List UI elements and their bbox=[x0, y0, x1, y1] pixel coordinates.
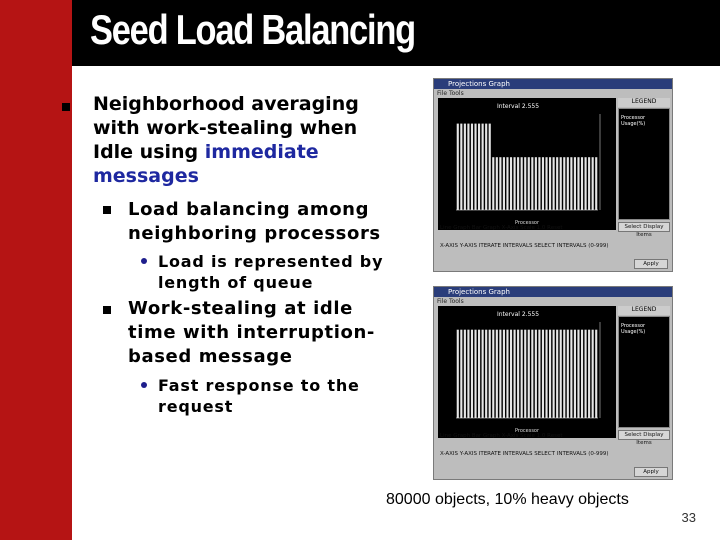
bullet-5-line-2: request bbox=[158, 397, 234, 416]
bullet-1-line-3 bbox=[93, 140, 423, 164]
usage-bar bbox=[592, 157, 594, 210]
usage-bar bbox=[588, 330, 590, 418]
usage-bars bbox=[438, 98, 616, 230]
bullet-1-accent: immediate bbox=[204, 141, 319, 163]
bullet-5 bbox=[158, 375, 438, 417]
usage-bar bbox=[570, 157, 572, 210]
title-accent-block bbox=[0, 0, 72, 66]
usage-bar bbox=[457, 124, 459, 210]
usage-bar bbox=[506, 157, 508, 210]
window-title: Projections Graph bbox=[448, 288, 510, 296]
usage-bar bbox=[464, 124, 466, 210]
usage-bar bbox=[492, 157, 494, 210]
usage-bar bbox=[489, 124, 491, 210]
usage-bar bbox=[460, 330, 462, 418]
legend-item: Processor Usage(%) bbox=[621, 323, 646, 335]
usage-bar bbox=[506, 330, 508, 418]
graph-label: Interval 2.555 bbox=[496, 311, 540, 318]
usage-bar bbox=[485, 124, 487, 210]
usage-bar bbox=[556, 330, 558, 418]
usage-bar bbox=[503, 330, 505, 418]
usage-bar bbox=[496, 157, 498, 210]
bullet-1-accent-tail: messages bbox=[93, 165, 199, 187]
bullet-dot-icon bbox=[141, 382, 147, 388]
usage-bar bbox=[457, 330, 459, 418]
usage-bar bbox=[588, 157, 590, 210]
bullet-4-line-1: Work-stealing at idle bbox=[128, 298, 353, 319]
bullet-2 bbox=[128, 198, 428, 246]
usage-bar bbox=[549, 330, 551, 418]
window-titlebar bbox=[434, 287, 672, 297]
bullet-square-icon bbox=[103, 306, 111, 314]
usage-bar bbox=[521, 157, 523, 210]
apply-button[interactable]: Apply bbox=[634, 259, 668, 269]
usage-bar bbox=[514, 157, 516, 210]
usage-bar bbox=[574, 157, 576, 210]
usage-bar bbox=[521, 330, 523, 418]
usage-bar bbox=[570, 330, 572, 418]
usage-bar bbox=[545, 157, 547, 210]
usage-graph bbox=[438, 306, 616, 438]
usage-bar bbox=[485, 330, 487, 418]
usage-bar bbox=[531, 157, 533, 210]
bullet-1-line-2: with work-stealing when bbox=[93, 117, 358, 139]
caption: 80000 objects, 10% heavy objects bbox=[386, 491, 629, 508]
bullet-1 bbox=[93, 92, 423, 188]
usage-bar bbox=[538, 157, 540, 210]
window-titlebar bbox=[434, 79, 672, 89]
window-title: Projections Graph bbox=[448, 80, 510, 88]
usage-bar bbox=[581, 330, 583, 418]
usage-bar bbox=[592, 330, 594, 418]
bullet-2-line-2: neighboring processors bbox=[128, 223, 381, 244]
bullet-3 bbox=[158, 251, 438, 293]
usage-bar bbox=[524, 157, 526, 210]
legend-header: LEGEND bbox=[618, 306, 670, 315]
usage-bar bbox=[474, 124, 476, 210]
usage-bar bbox=[503, 157, 505, 210]
usage-bar bbox=[464, 330, 466, 418]
usage-bar bbox=[549, 157, 551, 210]
usage-bar bbox=[492, 330, 494, 418]
usage-bar bbox=[524, 330, 526, 418]
bullet-square-icon bbox=[62, 103, 70, 111]
x-axis-label: Processor bbox=[514, 220, 540, 226]
graph-label: Interval 2.555 bbox=[496, 103, 540, 110]
usage-bar bbox=[595, 157, 597, 210]
bullet-5-line-1: Fast response to the bbox=[158, 376, 360, 395]
usage-bar bbox=[528, 330, 530, 418]
usage-bar bbox=[556, 157, 558, 210]
page-number: 33 bbox=[681, 510, 696, 525]
bullet-4-line-2: time with interruption- bbox=[128, 322, 375, 343]
projections-window-2 bbox=[433, 286, 673, 480]
usage-bar bbox=[467, 330, 469, 418]
select-display-button[interactable]: Select Display Items bbox=[618, 430, 670, 440]
legend-box bbox=[618, 108, 670, 220]
usage-bar bbox=[553, 330, 555, 418]
usage-bar bbox=[510, 157, 512, 210]
usage-bar bbox=[577, 330, 579, 418]
bullet-4-line-3: based message bbox=[128, 346, 293, 367]
usage-bar bbox=[467, 124, 469, 210]
usage-bar bbox=[585, 157, 587, 210]
axis-controls: X-AXIS Y-AXIS ITERATE INTERVALS SELECT INTERVALS (0-999) bbox=[440, 243, 609, 249]
usage-bar bbox=[482, 124, 484, 210]
usage-bar bbox=[553, 157, 555, 210]
usage-bar bbox=[514, 330, 516, 418]
usage-bar bbox=[499, 157, 501, 210]
usage-graph bbox=[438, 98, 616, 230]
usage-bar bbox=[542, 157, 544, 210]
usage-bar bbox=[528, 157, 530, 210]
left-accent-strip bbox=[0, 66, 72, 540]
bullet-1-line-3-text: Idle using bbox=[93, 141, 205, 163]
usage-bar bbox=[535, 330, 537, 418]
bullet-3-line-1: Load is represented by bbox=[158, 252, 384, 271]
usage-bar bbox=[595, 330, 597, 418]
graph-controls[interactable]: Line Graph Bar Graph X-Axis Scale 1.0 Reset bbox=[440, 433, 563, 439]
usage-bar bbox=[517, 330, 519, 418]
usage-bar bbox=[517, 157, 519, 210]
usage-bar bbox=[563, 157, 565, 210]
usage-bar bbox=[478, 330, 480, 418]
usage-bar bbox=[574, 330, 576, 418]
usage-bar bbox=[531, 330, 533, 418]
usage-bar bbox=[482, 330, 484, 418]
usage-bar bbox=[489, 330, 491, 418]
bullet-dot-icon bbox=[141, 258, 147, 264]
legend-header: LEGEND bbox=[618, 98, 670, 107]
usage-bar bbox=[577, 157, 579, 210]
usage-bars bbox=[438, 306, 616, 438]
usage-bar bbox=[478, 124, 480, 210]
usage-bar bbox=[581, 157, 583, 210]
graph-controls[interactable]: Line Graph Bar Graph X-Axis Scale 1.0 Reset bbox=[440, 225, 563, 231]
select-display-button[interactable]: Select Display Items bbox=[618, 222, 670, 232]
bullet-4 bbox=[128, 297, 428, 369]
usage-bar bbox=[567, 330, 569, 418]
window-menu: File Tools bbox=[437, 90, 464, 97]
bullet-3-line-2: length of queue bbox=[158, 273, 314, 292]
bullet-square-icon bbox=[103, 206, 111, 214]
legend-box bbox=[618, 316, 670, 428]
usage-bar bbox=[538, 330, 540, 418]
bullet-2-line-1: Load balancing among bbox=[128, 199, 370, 220]
projections-window-1 bbox=[433, 78, 673, 272]
usage-bar bbox=[545, 330, 547, 418]
usage-bar bbox=[471, 124, 473, 210]
slide-title: Seed Load Balancing bbox=[90, 6, 415, 53]
bullet-1-line-1: Neighborhood averaging bbox=[93, 93, 359, 115]
usage-bar bbox=[560, 157, 562, 210]
legend-item: Processor Usage(%) bbox=[621, 115, 646, 127]
apply-button[interactable]: Apply bbox=[634, 467, 668, 477]
usage-bar bbox=[567, 157, 569, 210]
usage-bar bbox=[535, 157, 537, 210]
usage-bar bbox=[499, 330, 501, 418]
usage-bar bbox=[563, 330, 565, 418]
usage-bar bbox=[496, 330, 498, 418]
usage-bar bbox=[510, 330, 512, 418]
usage-bar bbox=[560, 330, 562, 418]
usage-bar bbox=[471, 330, 473, 418]
x-axis-label: Processor bbox=[514, 428, 540, 434]
usage-bar bbox=[585, 330, 587, 418]
window-menu: File Tools bbox=[437, 298, 464, 305]
usage-bar bbox=[474, 330, 476, 418]
usage-bar bbox=[542, 330, 544, 418]
axis-controls: X-AXIS Y-AXIS ITERATE INTERVALS SELECT INTERVALS (0-999) bbox=[440, 451, 609, 457]
usage-bar bbox=[460, 124, 462, 210]
